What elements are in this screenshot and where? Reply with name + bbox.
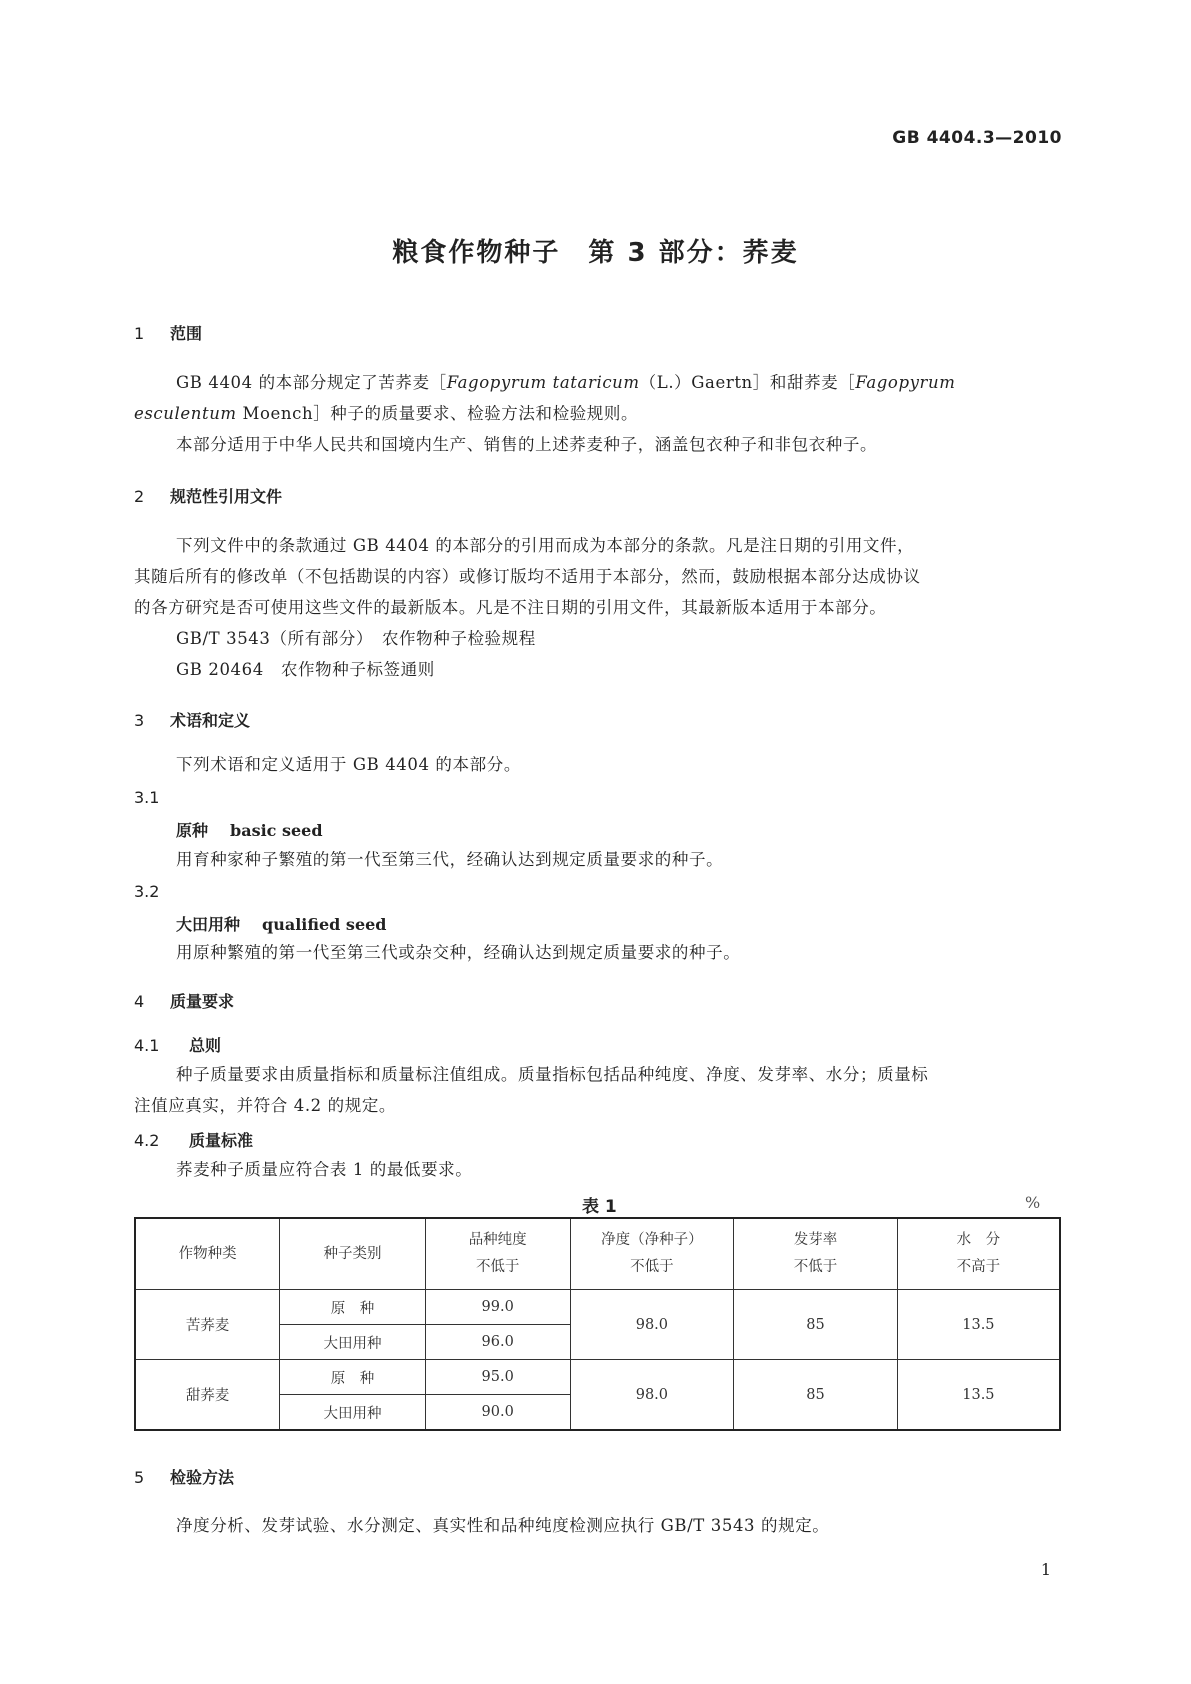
- term-1-definition: 用育种家种子繁殖的第一代至第三代，经确认达到规定质量要求的种子。: [176, 850, 724, 869]
- term-1: [176, 818, 323, 841]
- table-row: [135, 1360, 1060, 1395]
- section-2-line-2: 其随后所有的修改单（不包括勘误的内容）或修订版均不适用于本部分，然而，鼓励根据本部分达成协议: [134, 567, 921, 586]
- header-moisture: [897, 1218, 1060, 1290]
- cell-purity: 95.0: [425, 1360, 570, 1395]
- document-title: 粮食作物种子 第 3 部分：荞麦: [392, 238, 799, 268]
- section-number: 3: [134, 711, 145, 730]
- header-cleanliness: [570, 1218, 734, 1290]
- text-run: （L.）Gaertn］和甜荞麦［: [639, 373, 856, 392]
- reference-2: GB 20464 农作物种子标签通则: [176, 660, 435, 679]
- header-line: 不低于: [630, 1259, 674, 1275]
- section-number: 1: [134, 324, 145, 343]
- term-en: qualified seed: [262, 915, 387, 934]
- header-line: 不低于: [475, 1259, 520, 1275]
- header-line: 净度（净种子）: [601, 1232, 703, 1248]
- cell-germination: 85: [734, 1290, 898, 1360]
- term-2-definition: 用原种繁殖的第一代至第三代或杂交种，经确认达到规定质量要求的种子。: [176, 943, 741, 962]
- section-title: 术语和定义: [170, 711, 251, 730]
- latin-name: Fagopyrum: [855, 373, 956, 392]
- section-5-heading: [134, 1465, 234, 1488]
- page-number: 1: [1040, 1560, 1051, 1579]
- cell-class: 大田用种: [280, 1325, 426, 1360]
- cell-cleanliness: 98.0: [570, 1360, 734, 1431]
- header-line: 发芽率: [793, 1232, 838, 1248]
- section-1-para-2: 本部分适用于中华人民共和国境内生产、销售的上述荞麦种子，涵盖包衣种子和非包衣种子。: [176, 435, 878, 454]
- term-cn: 大田用种: [176, 915, 241, 934]
- section-1-heading: [134, 321, 202, 344]
- text-run: Moench］种子的质量要求、检验方法和检验规则。: [236, 404, 639, 423]
- section-5-text: 净度分析、发芽试验、水分测定、真实性和品种纯度检测应执行 GB/T 3543 的规定。: [176, 1516, 830, 1535]
- section-2-line-1: 下列文件中的条款通过 GB 4404 的本部分的引用而成为本部分的条款。凡是注日期的引用文件，: [176, 536, 915, 555]
- header-crop: 作物种类: [135, 1218, 280, 1290]
- header-line: 水 分: [956, 1232, 1001, 1248]
- term-2-number: 3.2: [134, 882, 160, 901]
- section-1-para-1-line-2: [134, 398, 638, 429]
- cell-purity: 90.0: [425, 1395, 570, 1431]
- cell-class: 原 种: [280, 1360, 426, 1395]
- cell-crop: 苦荞麦: [135, 1290, 280, 1360]
- term-cn: 原种: [176, 821, 209, 840]
- term-2: [176, 912, 386, 935]
- cell-purity: 99.0: [425, 1290, 570, 1325]
- subsection-number: 4.2: [134, 1131, 160, 1150]
- cell-germination: 85: [734, 1360, 898, 1431]
- header-line: 品种纯度: [468, 1232, 527, 1248]
- term-en: basic seed: [230, 821, 323, 840]
- header-line: 不高于: [956, 1259, 1001, 1275]
- header-line: 不低于: [793, 1259, 838, 1275]
- header-class: 种子类别: [280, 1218, 426, 1290]
- subsection-number: 4.1: [134, 1036, 160, 1055]
- header-purity: [425, 1218, 570, 1290]
- latin-name: esculentum: [134, 404, 237, 423]
- text-run: GB 4404 的本部分规定了苦荞麦［: [176, 373, 447, 392]
- section-2-line-3: 的各方研究是否可使用这些文件的最新版本。凡是不注日期的引用文件，其最新版本适用于本部分。: [134, 598, 887, 617]
- subsection-4-2-heading: [134, 1128, 253, 1151]
- standard-code: GB 4404.3—2010: [892, 128, 1062, 148]
- subsection-4-2-text: 荞麦种子质量应符合表 1 的最低要求。: [176, 1160, 473, 1179]
- section-1-para-1-line-1: [176, 367, 956, 398]
- table-unit: %: [1025, 1193, 1041, 1212]
- section-4-heading: [134, 989, 234, 1012]
- cell-moisture: 13.5: [897, 1360, 1060, 1431]
- cell-class: 原 种: [280, 1290, 426, 1325]
- latin-name: Fagopyrum tataricum: [446, 373, 640, 392]
- cell-cleanliness: 98.0: [570, 1290, 734, 1360]
- term-1-number: 3.1: [134, 788, 160, 807]
- section-2-heading: [134, 484, 282, 507]
- section-3-heading: [134, 708, 250, 731]
- subsection-title: 质量标准: [189, 1131, 254, 1150]
- table-caption: 表 1: [582, 1197, 617, 1217]
- header-germination: [734, 1218, 898, 1290]
- section-number: 5: [134, 1468, 145, 1487]
- section-title: 质量要求: [170, 992, 235, 1011]
- quality-table: [134, 1217, 1061, 1431]
- cell-crop: 甜荞麦: [135, 1360, 280, 1431]
- cell-class: 大田用种: [280, 1395, 426, 1431]
- section-title: 检验方法: [170, 1468, 235, 1487]
- section-3-intro: 下列术语和定义适用于 GB 4404 的本部分。: [176, 755, 521, 774]
- section-title: 规范性引用文件: [170, 487, 283, 506]
- section-number: 4: [134, 992, 145, 1011]
- cell-moisture: 13.5: [897, 1290, 1060, 1360]
- subsection-4-1-line-1: 种子质量要求由质量指标和质量标注值组成。质量指标包括品种纯度、净度、发芽率、水分；质量标: [176, 1065, 929, 1084]
- reference-1: GB/T 3543（所有部分） 农作物种子检验规程: [176, 629, 536, 648]
- subsection-4-1-heading: [134, 1033, 221, 1056]
- table-header-row: [135, 1218, 1060, 1290]
- cell-purity: 96.0: [425, 1325, 570, 1360]
- subsection-title: 总则: [189, 1036, 222, 1055]
- table-row: [135, 1290, 1060, 1325]
- subsection-4-1-line-2: 注值应真实，并符合 4.2 的规定。: [134, 1096, 397, 1115]
- section-number: 2: [134, 487, 145, 506]
- section-title: 范围: [170, 324, 203, 343]
